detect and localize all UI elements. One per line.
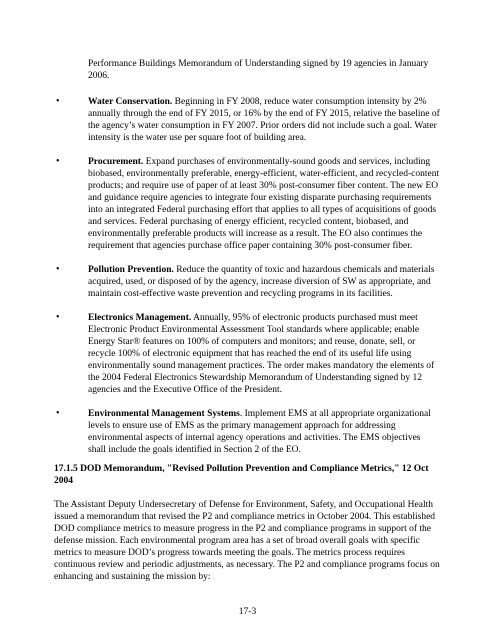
bullet-icon: • <box>56 408 60 419</box>
section-heading: 17.1.5 DOD Memorandum, "Revised Pollution Prevention and Compliance Metrics," 12 Oct 2004 <box>54 464 429 486</box>
intro-continuation: Performance Buildings Memorandum of Understanding signed by 19 agencies in January 2006. <box>88 59 429 81</box>
page-number: 17-3 <box>238 607 257 617</box>
bullet-title: Electronics Management. <box>88 313 192 323</box>
list-item-environmental-management-systems <box>54 408 440 456</box>
bullet-text: Beginning in FY 2008, reduce water consumption intensity by 2% annually through the end of FY 2015, or 16% by the end of FY 2015, relative the baseline of the agency’s water consumption in FY 2007. Prior orders did not include such a goal. Water intensity is the water use per square foot of building area. <box>88 97 440 143</box>
bullet-text: . Implement EMS at all appropriate organizational levels to ensure use of EMS as the primary management approach for addressing environmental aspects of internal agency operations and activities. The EMS objectives shall include the goals identified in Section 2 of the EO. <box>88 409 431 455</box>
bullet-title: Water Conservation. <box>88 97 173 107</box>
section-body: The Assistant Deputy Undersecretary of Defense for Environment, Safety, and Occupational Health issued a memorandum that revised the P2 and compliance metrics in October 2004. This established DOD compliance metrics to measure progress in the P2 and compliance programs in support of the defense mission. Each environmental program area has a set of broad overall goals with specific metrics to measure DOD’s progress towards meeting the goals. The metrics process requires continuous review and periodic adjustments, as necessary. The P2 and compliance programs focus on enhancing and sustaining the mission by: <box>54 500 440 582</box>
bullet-title: Environmental Management Systems <box>88 409 240 419</box>
eo-goals-list <box>54 96 440 468</box>
list-item-pollution-prevention <box>54 264 440 300</box>
bullet-icon: • <box>56 156 60 167</box>
bullet-text: Annually, 95% of electronic products purchased must meet Electronic Product Environmental Assessment Tool standards where applicable; enable Energy Star® features on 100% of computers and monitors; and reuse, donate, sell, or recycle 100% of electronic equipment that has reached the end of its useful life using environmentally sound management practices. The order makes mandatory the elements of the 2004 Federal Electronics Stewardship Memorandum of Understanding signed by 12 agencies and the Executive Office of the President. <box>88 313 435 395</box>
list-item-water-conservation <box>54 96 440 144</box>
bullet-icon: • <box>56 264 60 275</box>
bullet-text: Expand purchases of environmentally-sound goods and services, including biobased, environmentally preferable, energy-efficient, water-efficient, and recycled-content products; and require use of paper of at least 30% post-consumer fiber content. The new EO and guidance require agencies to integrate four existing disparate purchasing requirements into an integrated Federal purchasing effort that applies to all types of acquisitions of goods and services. Federal purchasing of energy efficient, recycled content, biobased, and environmentally preferable products will increase as a result. The EO also continues the requirement that agencies purchase office paper containing 30% post-consumer fiber. <box>88 157 440 251</box>
bullet-title: Procurement. <box>88 157 144 167</box>
list-item-electronics-management <box>54 312 440 396</box>
list-item-procurement <box>54 156 440 252</box>
bullet-title: Pollution Prevention. <box>88 265 174 275</box>
bullet-icon: • <box>56 96 60 107</box>
bullet-icon: • <box>56 312 60 323</box>
bullet-text: Reduce the quantity of toxic and hazardous chemicals and materials acquired, used, or disposed of by the agency, increase diversion of SW as appropriate, and maintain cost-effective waste prevention and recycling programs in its facilities. <box>88 265 435 299</box>
